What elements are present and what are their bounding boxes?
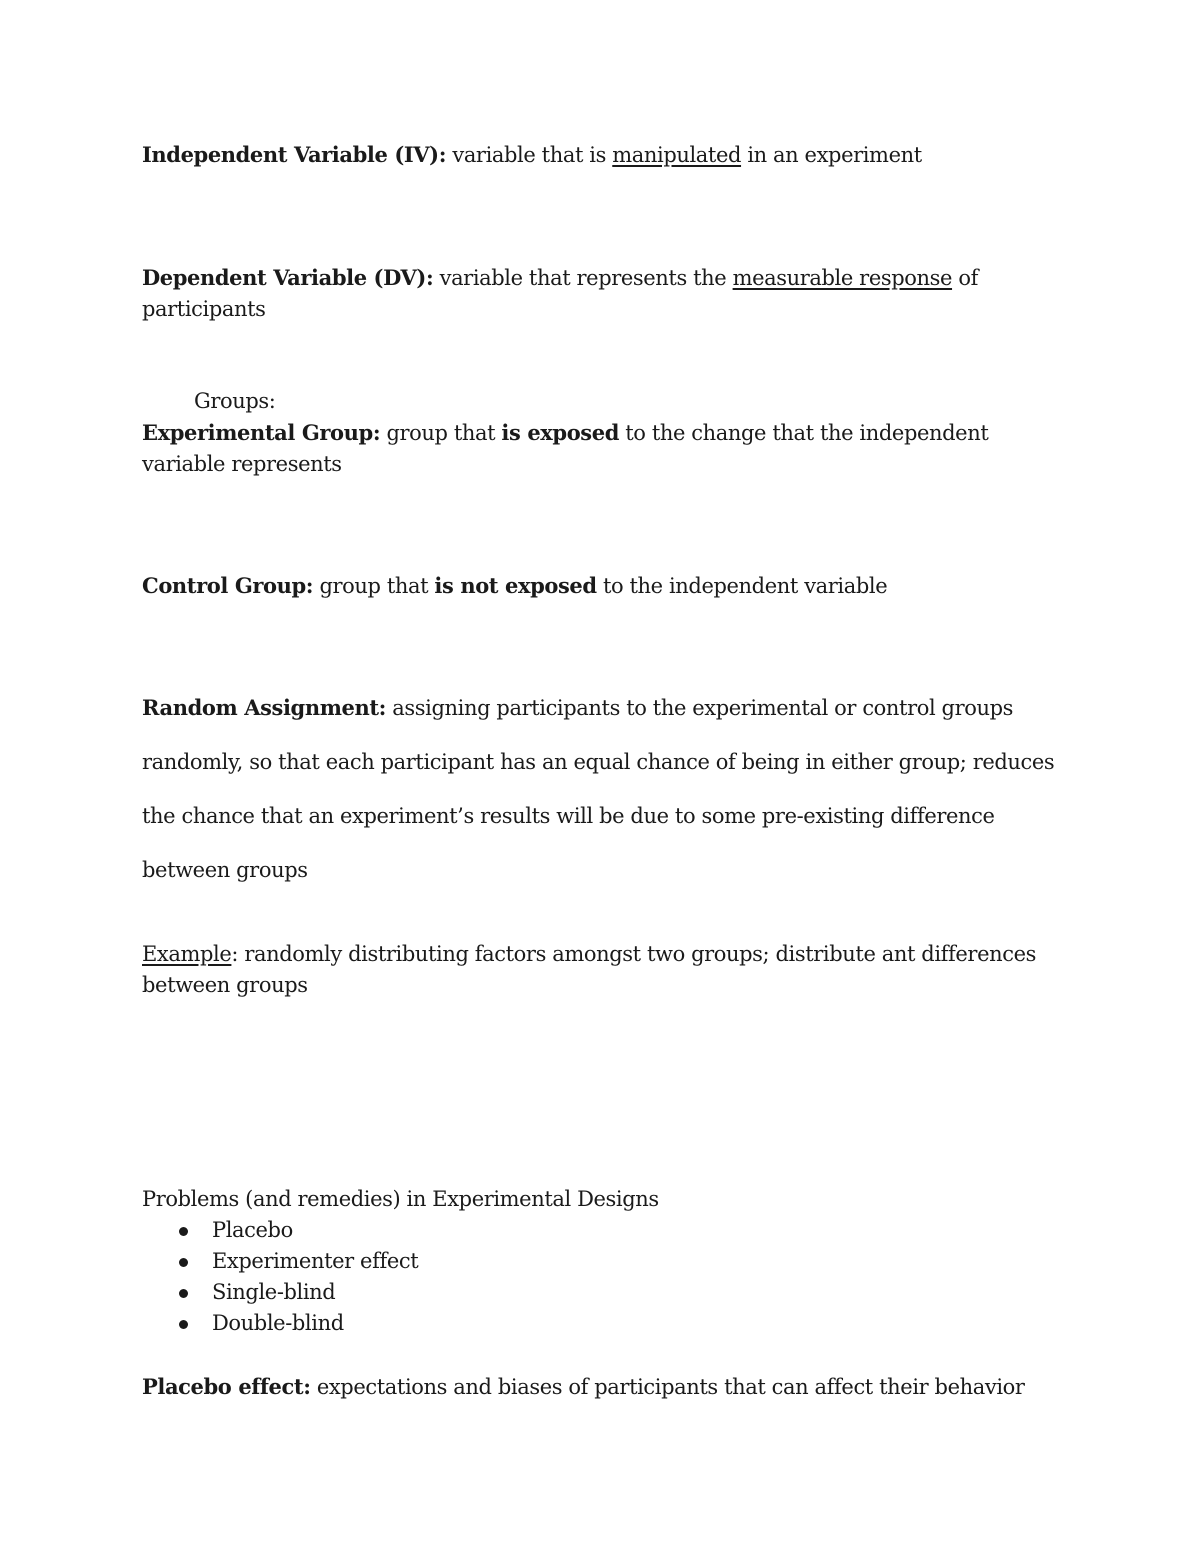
bullet-icon [179, 1289, 188, 1298]
placebo-effect-text: expectations and biases of participants that can affect their behavior [310, 1375, 1025, 1399]
iv-definition [142, 139, 1072, 171]
dv-term: Dependent Variable (DV): [142, 265, 434, 290]
iv-term: Independent Variable (IV): [142, 142, 447, 167]
random-assignment-term: Random Assignment: [142, 695, 387, 720]
experimental-group-text-a: group that [380, 421, 502, 445]
placebo-effect-definition [142, 1371, 1072, 1403]
list-item [142, 1215, 418, 1246]
dv-text-a: variable that represents the [433, 266, 733, 290]
experimental-group-text-b: to the change that the independent variable represents [142, 421, 989, 476]
iv-emphasis: manipulated [612, 143, 742, 167]
example-text: : randomly distributing factors amongst two groups; distribute ant differences between groups [142, 942, 1036, 997]
list-item-label: Experimenter effect [212, 1249, 419, 1273]
list-item-label: Single-blind [212, 1280, 336, 1304]
problems-list [142, 1215, 418, 1339]
control-group-term: Control Group: [142, 573, 314, 598]
problems-heading: Problems (and remedies) in Experimental Designs [142, 1187, 659, 1211]
experimental-group-term: Experimental Group: [142, 420, 381, 445]
bullet-icon [179, 1258, 188, 1267]
iv-text-a: variable that is [446, 143, 613, 167]
control-group-definition [142, 570, 1072, 602]
example-label: Example [142, 942, 232, 966]
dv-text-b: of participants [142, 266, 978, 321]
list-item [142, 1277, 418, 1308]
bullet-icon [179, 1320, 188, 1329]
example-paragraph [142, 939, 1072, 1001]
list-item-label: Double-blind [212, 1311, 344, 1335]
placebo-effect-term: Placebo effect: [142, 1374, 311, 1399]
dv-definition [142, 262, 1072, 325]
list-item [142, 1308, 418, 1339]
control-group-text-b: to the independent variable [596, 574, 888, 598]
experimental-group-definition [142, 417, 1072, 480]
experimental-group-emphasis: is exposed [501, 420, 619, 445]
groups-label: Groups: [194, 389, 276, 413]
random-assignment-definition [142, 681, 1072, 897]
dv-emphasis: measurable response [732, 266, 953, 290]
list-item [142, 1246, 418, 1277]
control-group-emphasis: is not exposed [434, 573, 597, 598]
list-item-label: Placebo [212, 1218, 293, 1242]
iv-text-b: in an experiment [741, 143, 922, 167]
bullet-icon [179, 1227, 188, 1236]
control-group-text-a: group that [313, 574, 435, 598]
random-assignment-text: assigning participants to the experimental or control groups randomly, so that each participant has an equal chance of being in either group; reduces the chance that an experiment’s results will be due to some pre-existing difference between groups [142, 696, 1055, 882]
